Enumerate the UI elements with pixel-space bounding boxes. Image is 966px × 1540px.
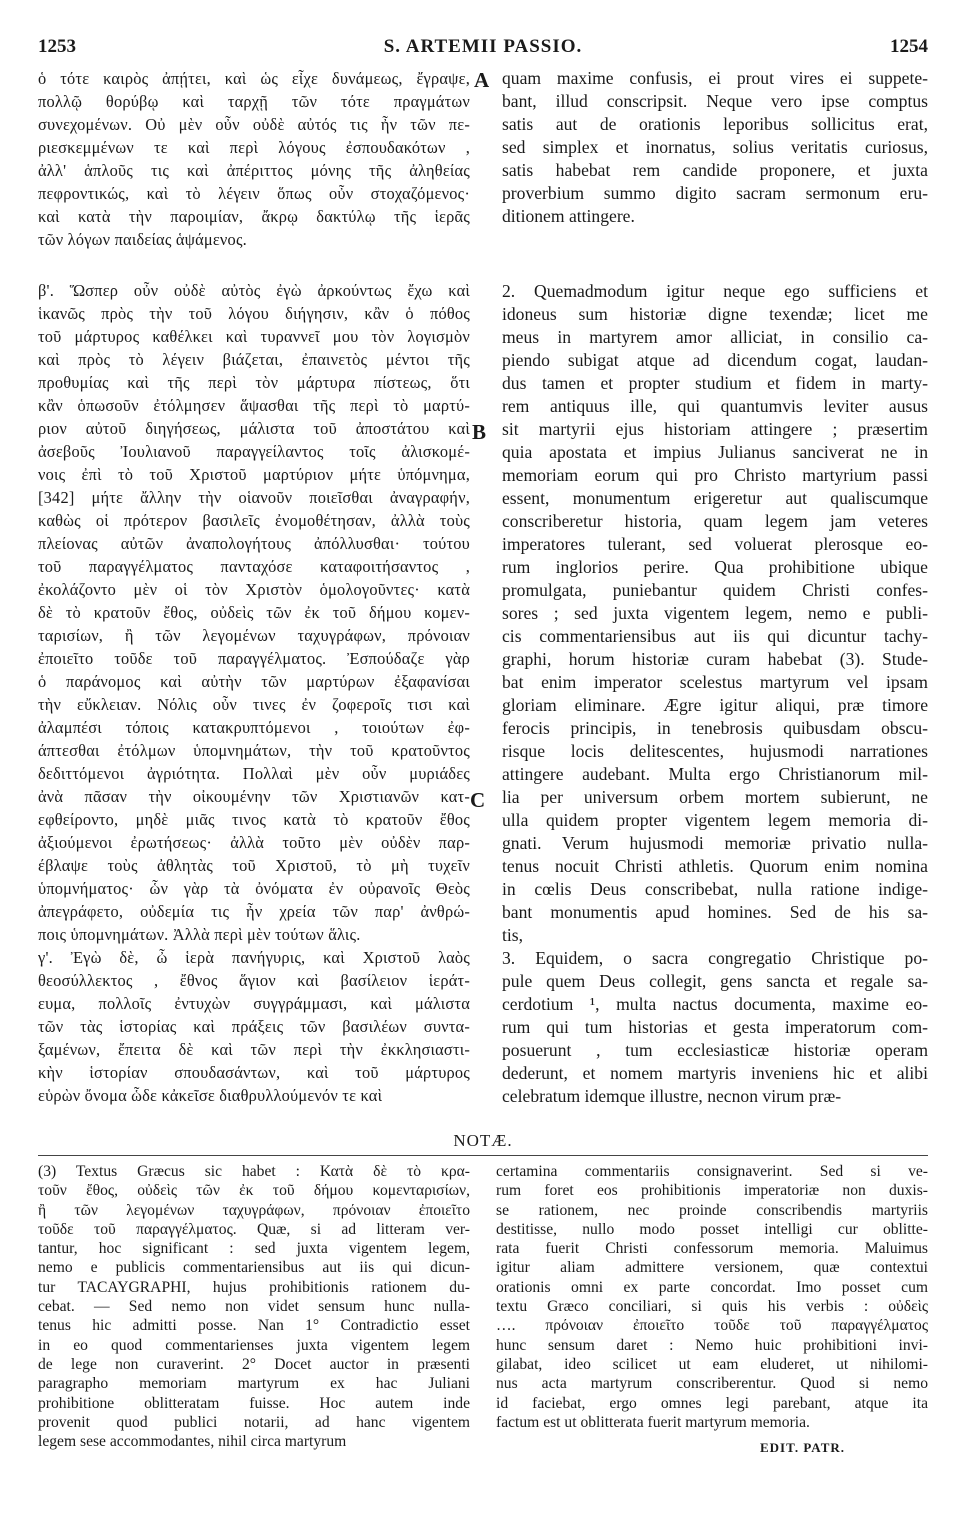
notes-divider <box>38 1155 928 1156</box>
greek-text-line: νοις ἐπὶ τὸ τοῦ Χριστοῦ μαρτύριον μήτε ὑπόμνημα, <box>38 465 470 484</box>
greek-text-line: δεδιττόμενοι ἀγριότητα. Πολλαὶ μὲν οὖν μυριάδες <box>38 764 470 783</box>
greek-text-line: άπτεσθαι ἐτόλμων ὑπομνημάτων, τὴν τοῦ κρατοῦντος <box>38 741 470 760</box>
footnote-line: textu Græco conciliari, si quis his verbis : οὐδεὶς <box>496 1298 928 1316</box>
latin-text-line: proverbium summo digito sacram sermonum eru- <box>502 183 928 203</box>
greek-text-line: εφθείροντο, μηδὲ μιᾶς τινος κατὰ τὸ κρατοῦν ἔθος <box>38 810 470 829</box>
footnote-line: se rationem, nec proinde conscribendis martyriis <box>496 1201 928 1219</box>
footnote-line: nus acta martyrum conscriberentur. Quod si nemo <box>496 1375 928 1393</box>
footnote-line: rum foret eos prohibitionis imperatoriæ non duxis- <box>496 1182 928 1200</box>
margin-marker-a: A <box>474 68 490 92</box>
latin-text-line: ulla quidem propter vigentem legem memoria di- <box>502 810 928 830</box>
footnote-line: tenus hic admitti posse. Nan 1° Contradictio esset <box>38 1317 470 1335</box>
footnote-line: igitur aliam admittere versionem, quæ contextui <box>496 1259 928 1277</box>
footnote-right-column <box>496 1162 928 1432</box>
latin-text-line: quam maxime confusis, ei prout vires ei suppete- <box>502 68 928 88</box>
greek-text-line: ἀλλ' ἁπλοῦς τις καὶ ἀπέριττος μόνης τῆς ἀληθείας <box>38 161 470 180</box>
footnote-line: provenit quod publici notarii, ad hanc vigentem <box>38 1413 470 1431</box>
latin-text-line: graphi, horum historiæ curam habebat (3). Stude- <box>502 649 928 669</box>
latin-text-line: rum qui tum historias et gesta imperatorum com- <box>502 1017 928 1037</box>
latin-text-line: 2. Quemadmodum igitur neque ego sufficiens et <box>502 281 928 301</box>
latin-text-line: tis, <box>502 925 524 945</box>
latin-text-line: 3. Equidem, o sacra congregatio Christique po- <box>502 948 928 968</box>
latin-text-line: sores ; sed juxta vigentem legem, nemo e publi- <box>502 603 928 623</box>
footnote-line: paragrapho memoriam martyrum ex hac Juliani <box>38 1375 470 1393</box>
latin-text-line: bant, illud conscripsit. Neque vero ipse comptus <box>502 91 928 111</box>
footnote-line: tantur, hoc significant : sed juxta vigentem legem, <box>38 1240 470 1258</box>
greek-text-line: ριον αὐτοῦ διηγήσεως, μάλιστα τοῦ ἀποστάτου καὶ <box>38 419 470 438</box>
latin-text-line: gloriam eliminare. Ægre igitur aliqui, præ timore <box>502 695 928 715</box>
footnote-line: in eo quod commentarienses juxta vigentem legem <box>38 1336 470 1354</box>
latin-text-line: risque locis delitescentes, hujusmodi narrationes <box>502 741 928 761</box>
latin-text-line: attingere audebant. Multa ergo Christianorum mil- <box>502 764 928 784</box>
editor-signature: EDIT. PATR. <box>760 1440 846 1455</box>
greek-text-line: καὶ πρὸς τὸ λέγειν βιάζεται, ἐπαινετὸς μέντοι τῆς <box>38 350 470 369</box>
latin-text-line: pule quem Deus collegit, gens sancta et regale sa- <box>502 971 928 991</box>
greek-text-line: ἀσεβοῦς Ἰουλιανοῦ παραγγείλαντος τοῖς ἀλισκομέ- <box>38 442 470 461</box>
footnote-line: τοῦδε τοῦ παραγγέλματος. Quæ, si ad litteram ver- <box>38 1220 470 1238</box>
latin-text-line: essent, monumentum erigeretur aut qualiscumque <box>502 488 928 508</box>
greek-text-line: ριεσκεμμένων τε καὶ περὶ λόγους ἐσπουδακότων , <box>38 138 470 157</box>
greek-text-line: τοῦ μάρτυρος καθέλκει καὶ τυραννεῖ μου τὸν λογισμὸν <box>38 327 470 346</box>
footnote-line: τοῦν ἔθος, οὐδεὶς τῶν ἐκ τοῦ δήμου κομενταρισίων, <box>38 1182 470 1200</box>
latin-text-line: rum inglorios perire. Qua prohibitione ubique <box>502 557 928 577</box>
margin-marker-b: B <box>472 420 487 444</box>
greek-text-line: συνεχομένων. Οὐ μὲν οὖν οὐδὲ αὐτός τις ἦν τῶν πε- <box>38 115 470 134</box>
greek-text-line: τοῦ παραγγέλματος πανταχόσε καταφοιτήσαντος , <box>38 557 470 576</box>
greek-text-line: προθυμίας καὶ τῆς περὶ τὸν μάρτυρα πίστεως, ὅτι <box>38 373 470 392</box>
footnote-line: destitisse, nullo modo posset intelligi cur oblitte- <box>496 1220 928 1238</box>
latin-text-line: rem antiquus ille, qui quantumvis leviter ausus <box>502 396 928 416</box>
greek-text-line: ποις ὑπομνημάτων. Ἀλλὰ περὶ μὲν τούτων ἅλις. <box>38 925 361 944</box>
latin-text-line: lia per universum orbem mortem subierunt, ne <box>502 787 928 807</box>
latin-text-line: satis aut de orationis leporibus sollicitus erat, <box>502 114 928 134</box>
footnote-line: de lege non curaverint. 2° Docet auctor in præsenti <box>38 1355 470 1373</box>
latin-text-block-2 <box>502 280 928 1108</box>
footnote-line: cebat. — Sed nemo non videt sensum hunc nulla- <box>38 1298 470 1316</box>
greek-text-line: κὴν ἱστορίαν σπουδασάντων, καὶ τοῦ μάρτυρος <box>38 1063 470 1082</box>
latin-text-line: memoriam eorum qui pro Christo martyrium passi <box>502 465 928 485</box>
footnote-line: legem sese accommodantes, nihil circa martyrum <box>38 1433 347 1451</box>
greek-text-block-1 <box>38 67 470 251</box>
latin-text-line: tenus nocuit Christi athletis. Quorum enim nomina <box>502 856 928 876</box>
greek-text-line: καθὼς οἱ πρότερον βασιλεῖς ἐνομοθέτησαν, ἀλλὰ τοὺς <box>38 511 470 530</box>
footnote-line: (3) Textus Græcus sic habet : Κατὰ δὲ τὸ κρα- <box>38 1163 470 1180</box>
greek-text-line: ὁ τότε καιρὸς ἀπῄτει, καὶ ὡς εἶχε δυνάμεως, ἔγραψε, <box>38 69 470 88</box>
latin-text-line: cerdotium ¹, multa nactus documenta, maxime eo- <box>502 994 928 1014</box>
greek-text-line: ἱκανῶς πρὸς τὴν τοῦ λόγου διήγησιν, κἂν ὁ πόθος <box>38 304 470 323</box>
latin-text-line: gnati. Verum hujusmodi memoriæ privatio nulla- <box>502 833 928 853</box>
latin-text-line: celebratum idemque illustre, necnon virum præ- <box>502 1086 842 1106</box>
footnote-left-column <box>38 1162 470 1451</box>
left-page-number: 1253 <box>38 36 76 57</box>
greek-text-line: τὴν εὔκλειαν. Νόλις οὖν τινες ἐν ζοφεροῖς τισι καὶ <box>38 695 470 714</box>
greek-text-line: ὁ παράνομος καὶ αὐτὴν τῶν μαρτύρων ἐξαφανίσαι <box>38 672 470 691</box>
greek-text-line: ἀνὰ πᾶσαν τὴν οἰκουμένην τῶν Χριστιανῶν κατ- <box>38 787 470 806</box>
greek-text-line: ἀξιούμενοι ἐρωτήσεως· ἀλλὰ τοῦτο μὲν οὐδὲν παρ- <box>38 833 470 852</box>
greek-text-line: δὲ τὸ κρατοῦν ἔθος, οὐδεὶς τῶν ἐκ τοῦ δήμου κομεν- <box>38 603 470 622</box>
greek-text-line: πλείονας αὐτῶν ἀναπολογήτους ἀπόλλυσθαι· τούτου <box>38 534 470 553</box>
greek-text-line: [342] μήτε ἄλλην τὴν οἱανοῦν ποιεῖσθαι ἀναγραφήν, <box>38 488 470 507</box>
latin-text-line: posuerunt , tum ecclesiasticæ historiæ operam <box>502 1040 928 1060</box>
latin-text-block-1 <box>502 67 928 228</box>
footnote-line: certamina commentariis consignaverint. Sed si ve- <box>496 1163 928 1180</box>
latin-text-line: meus in martyrem amor alliciat, in consilio ca- <box>502 327 928 347</box>
footnote-line: factum est ut oblitterata fuerit martyrum memoria. <box>496 1413 810 1431</box>
latin-text-line: cis commentariensibus aut iis qui dicuntur tachy- <box>502 626 928 646</box>
footnote-line: tur TACAYGRAPHI, hujus prohibitionis rationem du- <box>38 1278 470 1296</box>
latin-text-line: sed simplex et inornatus, solius veritatis curiosus, <box>502 137 928 157</box>
latin-text-line: bant monumentis apud homines. Sed de his sa- <box>502 902 928 922</box>
greek-text-line: ἀλαμπέσι τόποις κατακρυπτόμενοι , τοιούτων ἐφ- <box>38 718 470 737</box>
footnote-line: gilabat, ideo scilicet ut eam eluderet, ut nihilomi- <box>496 1355 928 1373</box>
latin-text-line: ferocis principis, in tenebrosis quibusdam obscu- <box>502 718 928 738</box>
greek-text-line: ευμα, πολλοῖς ἐντυχὼν συγγράμμασι, καὶ μάλιστα <box>38 994 470 1013</box>
footnote-line: ἢ τῶν λεγομένων ταχυγράφων, πρόνοιαν ἐποιεῖτο <box>38 1201 470 1219</box>
greek-text-line: τῶν λόγων παιδείας ἁψάμενος. <box>38 230 247 249</box>
latin-text-line: dus tamen et propter studium et fidem in marty- <box>502 373 928 393</box>
greek-text-line: πεφροντικώς, καὶ τὸ λέγειν ὅπως οὖν στοχαζόμενος· <box>38 184 470 203</box>
latin-text-line: sit martyrii ejus historiam attingere ; præsertim <box>502 419 928 439</box>
latin-text-line: piendo subigat atque ad dicendum cogat, laudan- <box>502 350 928 370</box>
greek-text-line: θεοσύλλεκτος , ἔθνος ἅγιον καὶ βασίλειον ἱεράτ- <box>38 971 470 990</box>
footnote-line: prohibitione oblitteratam fuisse. Hoc autem inde <box>38 1394 470 1412</box>
footnote-line: nemo e publicis commentariensibus aut iis qui dicun- <box>38 1259 470 1277</box>
greek-text-line: εὑρὼν ὄνομα ὧδε κἀκεῖσε διαθρυλλούμενόν τε καὶ <box>38 1086 383 1105</box>
latin-text-line: bat enim imperator scelestus martyrum vel ipsam <box>502 672 928 692</box>
margin-marker-c: C <box>470 788 486 812</box>
footnote-line: rata fuerit Christi confessorum memoria. Maluimus <box>496 1240 928 1258</box>
running-title: S. ARTEMII PASSIO. <box>383 36 583 57</box>
greek-text-line: κἂν ὁπωσοῦν ἐτόλμησεν ἅψασθαι τῆς περὶ τὸ μαρτύ- <box>38 396 470 415</box>
latin-text-line: in cœlis Deus conscribebat, nulla ratione indige- <box>502 879 928 899</box>
greek-text-line: γ'. Ἐγὼ δὲ, ὦ ἱερὰ πανήγυρις, καὶ Χριστοῦ λαὸς <box>38 948 470 967</box>
latin-text-line: dederunt, et nomem martyris inveniens hic et alibi <box>502 1063 928 1083</box>
footnote-line: …. πρόνοιαν ἐποιεῖτο τοῦδε τοῦ παραγγέλματος <box>496 1317 928 1335</box>
page-header <box>38 36 928 60</box>
greek-text-line: ταρισίων, ἢ τῶν λεγομένων ταχυγράφων, πρόνοιαν <box>38 626 470 645</box>
footnote-line: hunc sensum daret : Nemo huic prohibitioni invi- <box>496 1336 928 1354</box>
latin-text-line: satis habebat rem candide proponere, et juxta <box>502 160 928 180</box>
footnote-line: id faciebat, ergo omnes legi parebant, atque ita <box>496 1394 928 1412</box>
latin-text-line: idoneus sum historiæ digne texendæ; licet me <box>502 304 928 324</box>
latin-text-line: conscriberetur historia, quam legem jam veteres <box>502 511 928 531</box>
greek-text-line: ξαμένων, ἔπειτα δὲ καὶ τῶν περὶ τὴν ἐκκλησιαστι- <box>38 1040 470 1059</box>
greek-text-line: ἐκολάζοντο μὲν οἱ τὸν Χριστὸν ὁμολογοῦντες· κατὰ <box>38 580 470 599</box>
latin-text-line: promulgata, puniebantur quidem Christi confes- <box>502 580 928 600</box>
greek-text-line: ἐποιεῖτο τοῦδε τοῦ παραγγέλματος. Ἐσπούδαζε γὰρ <box>38 649 470 668</box>
notes-heading: NOTÆ. <box>453 1131 513 1150</box>
footnote-line: orationis omni ex parte concordat. Imo posset cum <box>496 1278 928 1296</box>
greek-text-line: ὑπομνήματος· ὧν γὰρ τὰ ὀνόματα ἐν οὐρανοῖς Θεὸς <box>38 879 470 898</box>
greek-text-line: τῶν τὰς ἱστορίας καὶ πράξεις τῶν βασιλέων συντα- <box>38 1017 470 1036</box>
greek-text-line: πολλῷ θορύβῳ καὶ ταρχῇ τῶν τότε πραγμάτων <box>38 92 470 111</box>
latin-text-line: quia apostata et impius Julianus sanciverat ne in <box>502 442 928 462</box>
latin-text-line: imperatores tulerant, sed voluerat plerosque eo- <box>502 534 928 554</box>
greek-text-line: καὶ κατὰ τὴν παροιμίαν, ἄκρῳ δακτύλῳ τῆς ἱερᾶς <box>38 207 470 226</box>
right-page-number: 1254 <box>890 36 928 57</box>
latin-text-line: ditionem attingere. <box>502 206 635 226</box>
greek-text-line: β'. Ὥσπερ οὖν οὐδὲ αὐτὸς ἐγὼ ἀρκούντως ἔχω καὶ <box>38 281 470 300</box>
greek-text-line: ἀπεγράφετο, οὐδεμία τις ἦν χρεία τῶν παρ' ἀνθρώ- <box>38 902 470 921</box>
greek-text-line: έβλαψε τοὺς ἀθλητὰς τοῦ Χριστοῦ, τὸ μὴ τυχεῖν <box>38 856 470 875</box>
greek-text-block-2 <box>38 279 470 1107</box>
